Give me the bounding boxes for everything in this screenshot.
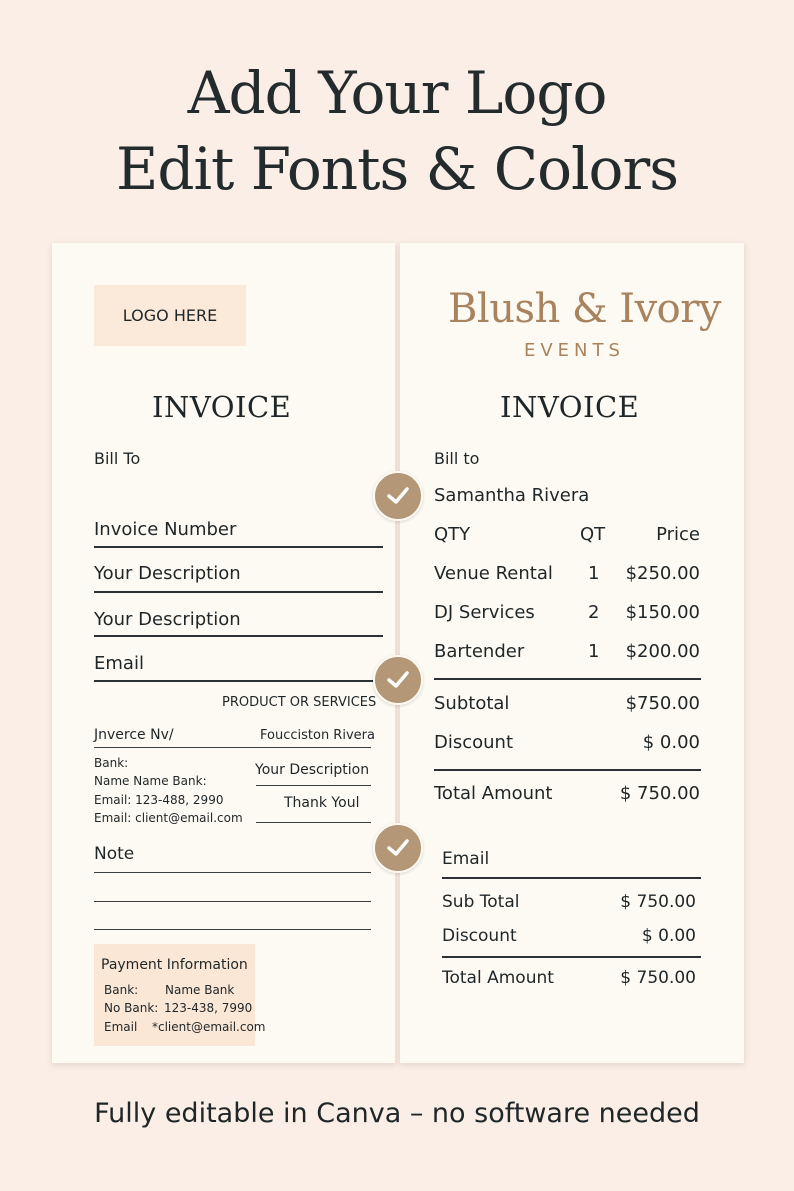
subtotal-value: $750.00 bbox=[625, 693, 700, 714]
divider bbox=[94, 546, 383, 548]
logo-placeholder[interactable]: LOGO HERE bbox=[94, 285, 246, 346]
line-item-qty: 1 bbox=[588, 563, 600, 584]
note-line[interactable] bbox=[94, 929, 371, 930]
brand-name: Blush & Ivory bbox=[448, 286, 721, 332]
line-item-name: DJ Services bbox=[434, 602, 535, 623]
column-header-qty: QT bbox=[580, 524, 606, 545]
payment-title: Payment Information bbox=[101, 957, 248, 973]
line-item-price: $200.00 bbox=[625, 641, 700, 662]
total-amount-value-2: $ 750.00 bbox=[620, 968, 696, 988]
right-bill-to-label: Bill to bbox=[434, 449, 480, 468]
line-item-name: Bartender bbox=[434, 641, 525, 662]
divider bbox=[94, 747, 371, 748]
divider bbox=[94, 591, 383, 593]
note-line[interactable] bbox=[94, 872, 371, 873]
check-icon bbox=[373, 655, 423, 705]
client-name: Samantha Rivera bbox=[434, 485, 590, 506]
product-services-header: PRODUCT OR SERVICES bbox=[222, 695, 377, 710]
discount-label-2: Discount bbox=[442, 926, 517, 946]
bank-line: Bank: bbox=[94, 756, 129, 770]
sub-total-label: Sub Total bbox=[442, 892, 520, 912]
divider bbox=[94, 680, 383, 682]
line-item-qty: 2 bbox=[588, 602, 600, 623]
divider bbox=[442, 956, 701, 958]
line-item-price: $250.00 bbox=[625, 563, 700, 584]
left-field-invoice-number[interactable]: Invoice Number bbox=[94, 519, 237, 540]
divider bbox=[434, 769, 701, 771]
check-icon bbox=[373, 823, 423, 873]
bank-line: Email: client@email.com bbox=[94, 811, 243, 825]
left-invoice-title: INVOICE bbox=[152, 390, 292, 424]
total-amount-value: $ 750.00 bbox=[619, 783, 700, 804]
left-field-description-1[interactable]: Your Description bbox=[94, 563, 241, 584]
left-bill-to-label: Bill To bbox=[94, 449, 141, 468]
note-line[interactable] bbox=[94, 901, 371, 902]
divider bbox=[256, 822, 371, 823]
right-invoice-title: INVOICE bbox=[500, 390, 640, 424]
payment-information-box bbox=[94, 944, 266, 1046]
divider bbox=[256, 785, 371, 786]
note-label: Note bbox=[94, 844, 135, 864]
bank-line: Name Name Bank: bbox=[94, 774, 207, 788]
payment-label: No Bank: bbox=[104, 1001, 159, 1015]
payment-value: 123-438, 7990 bbox=[164, 1001, 253, 1015]
total-amount-label: Total Amount bbox=[434, 783, 553, 804]
line-item-qty: 1 bbox=[588, 641, 600, 662]
total-amount-label-2: Total Amount bbox=[442, 968, 554, 988]
payment-label: Email bbox=[104, 1020, 138, 1034]
column-header-price: Price bbox=[656, 524, 700, 545]
bank-line: Email: 123-488, 2990 bbox=[94, 793, 224, 807]
left-field-description-2[interactable]: Your Description bbox=[94, 609, 241, 630]
left-row-value: Foucciston Rivera bbox=[260, 728, 375, 743]
payment-value: Name Bank bbox=[165, 983, 235, 997]
thank-you-text: Thank Youl bbox=[284, 795, 360, 811]
brand-subtitle: EVENTS bbox=[524, 340, 625, 361]
sub-total-value: $ 750.00 bbox=[620, 892, 696, 912]
headline-line-1: Add Your Logo bbox=[187, 59, 607, 127]
payment-value: *client@email.com bbox=[152, 1020, 266, 1034]
payment-label: Bank: bbox=[104, 983, 139, 997]
column-header-item: QTY bbox=[434, 524, 471, 545]
left-field-email[interactable]: Email bbox=[94, 653, 144, 674]
divider bbox=[434, 678, 701, 680]
divider bbox=[94, 635, 383, 637]
discount-value-2: $ 0.00 bbox=[641, 926, 696, 946]
footer-tagline: Fully editable in Canva – no software needed bbox=[94, 1098, 700, 1129]
line-item-price: $150.00 bbox=[625, 602, 700, 623]
line-item-name: Venue Rental bbox=[434, 563, 553, 584]
discount-value: $ 0.00 bbox=[642, 732, 700, 753]
check-icon bbox=[373, 471, 423, 521]
discount-label: Discount bbox=[434, 732, 514, 753]
right-email-label: Email bbox=[442, 849, 490, 869]
left-row-label: Jnverce Nv/ bbox=[94, 727, 174, 743]
subtotal-label: Subtotal bbox=[434, 693, 510, 714]
divider bbox=[442, 877, 701, 879]
headline-line-2: Edit Fonts & Colors bbox=[116, 135, 678, 203]
left-description-text: Your Description bbox=[255, 762, 370, 778]
